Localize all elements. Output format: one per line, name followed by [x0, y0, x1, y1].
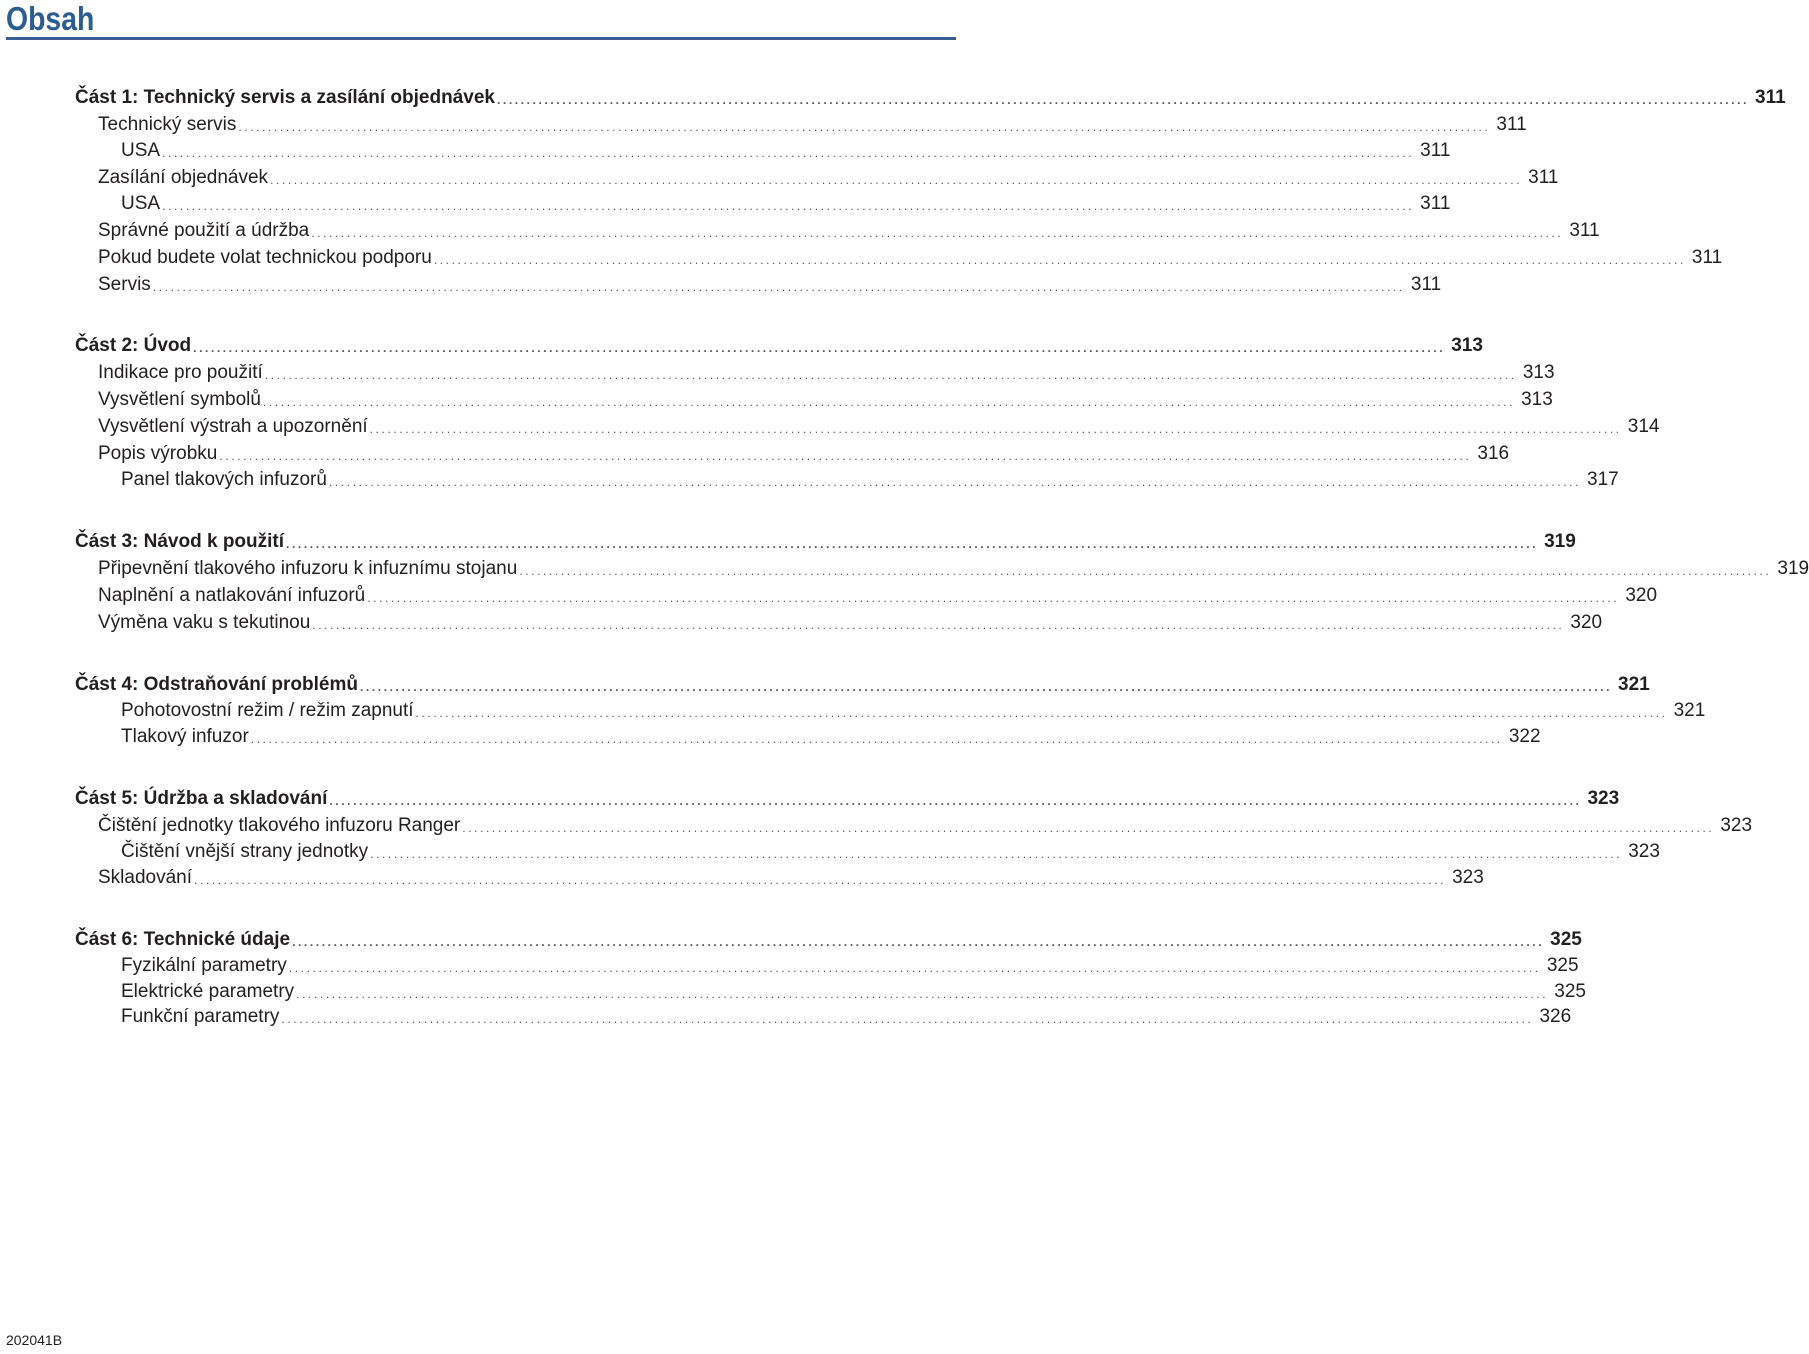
toc-entry[interactable] [98, 584, 1658, 608]
toc-entry-label: Technický servis [98, 114, 237, 135]
toc-entry[interactable] [121, 954, 1579, 978]
toc-page-number: 311 [1528, 167, 1559, 188]
dot-leader: ................................................................................................................................................................................................................... [262, 395, 1516, 409]
dot-leader: ................................................................................................................................................................................................................... [238, 120, 1491, 134]
toc-page-number: 325 [1546, 955, 1579, 976]
toc-entry[interactable] [121, 192, 1451, 216]
toc-page-number: 311 [1496, 114, 1527, 135]
dot-leader: ................................................................................................................................................................................................................... [162, 199, 1415, 213]
toc-entry-label: Zasílání objednávek [98, 167, 269, 188]
toc-entry[interactable] [98, 442, 1510, 466]
toc-page-number: 320 [1625, 585, 1658, 606]
toc-page-number: 317 [1587, 469, 1619, 490]
toc-entry[interactable] [98, 415, 1660, 439]
toc-entry-label: Fyzikální parametry [121, 955, 287, 976]
toc-page-number: 326 [1539, 1006, 1572, 1027]
dot-leader: ................................................................................................................................................................................................................... [328, 475, 1582, 489]
toc-entry[interactable] [98, 814, 1753, 838]
toc-page-number: 314 [1627, 416, 1660, 437]
toc-entry[interactable] [98, 246, 1723, 270]
toc-entry-label: Správné použití a údržba [98, 220, 310, 241]
toc-entry-label: Skladování [98, 867, 193, 888]
toc-page-number: 323 [1628, 841, 1660, 862]
toc-entry[interactable] [98, 866, 1484, 890]
toc-entry-label: Servis [98, 274, 151, 295]
toc-entry[interactable] [98, 166, 1559, 190]
toc-entry-label: Popis výrobku [98, 443, 218, 464]
toc-heading-part-4[interactable] [75, 673, 1650, 697]
toc-entry[interactable] [121, 139, 1451, 163]
dot-leader: ................................................................................................................................................................................................................... [367, 591, 1620, 605]
toc-page-number: 322 [1508, 726, 1541, 747]
page-title: Obsah [6, 0, 95, 37]
dot-leader: ................................................................................................................................................................................................................... [281, 1012, 1534, 1026]
toc-page-number: 311 [1569, 220, 1600, 241]
toc-entry[interactable] [98, 273, 1442, 297]
toc-entry-label: Vysvětlení výstrah a upozornění [98, 416, 368, 437]
toc-entry-label: Funkční parametry [121, 1006, 280, 1027]
dot-leader: ................................................................................................................................................................................................................... [519, 564, 1772, 578]
toc-entry[interactable] [98, 113, 1527, 137]
toc-entry-label: Čištění vnější strany jednotky [121, 841, 369, 862]
toc-entry[interactable] [98, 361, 1555, 385]
toc-entry[interactable] [121, 725, 1541, 749]
toc-page-number: 313 [1522, 362, 1555, 383]
toc-entry[interactable] [121, 468, 1619, 492]
dot-leader: ................................................................................................................................................................................................................... [286, 537, 1539, 551]
toc-entry[interactable] [121, 840, 1660, 864]
dot-leader: ................................................................................................................................................................................................................... [433, 253, 1686, 267]
toc-page-number: 325 [1554, 981, 1586, 1002]
toc-heading-label: Část 5: Údržba a skladování [75, 788, 328, 809]
toc-page-number: 316 [1477, 443, 1510, 464]
dot-leader: ................................................................................................................................................................................................................... [219, 449, 1472, 463]
toc-entry[interactable] [98, 388, 1553, 412]
dot-leader: ................................................................................................................................................................................................................... [296, 987, 1549, 1001]
toc-page-number: 320 [1570, 612, 1603, 633]
dot-leader: ................................................................................................................................................................................................................... [194, 873, 1447, 887]
toc-heading-label: Část 6: Technické údaje [75, 929, 291, 950]
toc-page-number: 321 [1673, 700, 1706, 721]
dot-leader: ................................................................................................................................................................................................................... [329, 794, 1582, 808]
dot-leader: ................................................................................................................................................................................................................... [359, 680, 1613, 694]
toc-entry-label: Pohotovostní režim / režim zapnutí [121, 700, 414, 721]
toc-page-number: 313 [1451, 335, 1483, 356]
toc-entry[interactable] [98, 611, 1603, 635]
toc-entry-label: Vysvětlení symbolů [98, 389, 261, 410]
dot-leader: ................................................................................................................................................................................................................... [462, 821, 1715, 835]
toc-page-number: 323 [1587, 788, 1620, 809]
toc-page-number: 325 [1550, 929, 1582, 950]
toc-heading-label: Část 1: Technický servis a zasílání objednávek [75, 87, 495, 108]
toc-entry[interactable] [121, 1005, 1572, 1029]
toc-page-number: 311 [1410, 274, 1442, 295]
toc-entry-label: Čištění jednotky tlakového infuzoru Ranger [98, 815, 461, 836]
dot-leader: ................................................................................................................................................................................................................... [415, 706, 1668, 720]
toc-entry-label: Tlakový infuzor [121, 726, 249, 747]
toc-entry-label: Připevnění tlakového infuzoru k infuznímu stojanu [98, 558, 518, 579]
toc-entry-label: Elektrické parametry [121, 981, 295, 1002]
toc-page-number: 319 [1777, 558, 1809, 579]
toc-page-number: 311 [1755, 87, 1786, 108]
toc-page-number: 323 [1452, 867, 1484, 888]
dot-leader: ................................................................................................................................................................................................................... [369, 422, 1622, 436]
document-code: 202041B [6, 1332, 63, 1348]
dot-leader: ................................................................................................................................................................................................................... [193, 341, 1446, 355]
dot-leader: ................................................................................................................................................................................................................... [152, 280, 1405, 294]
toc-heading-part-5[interactable] [75, 787, 1620, 811]
dot-leader: ................................................................................................................................................................................................................... [496, 93, 1750, 107]
toc-page-number: 311 [1420, 140, 1451, 161]
toc-heading-part-2[interactable] [75, 334, 1483, 358]
toc-page-number: 311 [1691, 247, 1723, 268]
dot-leader: ................................................................................................................................................................................................................... [264, 368, 1517, 382]
toc-page-number: 323 [1720, 815, 1753, 836]
toc-heading-part-6[interactable] [75, 928, 1582, 952]
toc-heading-label: Část 2: Úvod [75, 335, 192, 356]
toc-entry-label: USA [121, 140, 161, 161]
toc-entry[interactable] [98, 557, 1809, 581]
toc-entry-label: USA [121, 193, 161, 214]
toc-page-number: 311 [1420, 193, 1451, 214]
toc-entry[interactable] [98, 219, 1600, 243]
dot-leader: ................................................................................................................................................................................................................... [370, 847, 1623, 861]
toc-heading-part-3[interactable] [75, 530, 1576, 554]
toc-heading-label: Část 3: Návod k použití [75, 531, 285, 552]
dot-leader: ................................................................................................................................................................................................................... [292, 935, 1545, 949]
dot-leader: ................................................................................................................................................................................................................... [311, 226, 1564, 240]
toc-page-number: 321 [1618, 674, 1650, 695]
title-rule [6, 37, 956, 40]
toc-entry-label: Naplnění a natlakování infuzorů [98, 585, 366, 606]
toc-entry-label: Indikace pro použití [98, 362, 263, 383]
toc-entry-label: Panel tlakových infuzorů [121, 469, 327, 490]
dot-leader: ................................................................................................................................................................................................................... [270, 173, 1523, 187]
dot-leader: ................................................................................................................................................................................................................... [312, 618, 1565, 632]
dot-leader: ................................................................................................................................................................................................................... [250, 732, 1503, 746]
toc-heading-part-1[interactable] [75, 86, 1786, 110]
toc-entry-label: Pokud budete volat technickou podporu [98, 247, 432, 268]
toc-entry[interactable] [121, 699, 1706, 723]
toc-entry[interactable] [121, 980, 1586, 1004]
toc-entry-label: Výměna vaku s tekutinou [98, 612, 311, 633]
toc-page-number: 319 [1544, 531, 1576, 552]
dot-leader: ................................................................................................................................................................................................................... [162, 146, 1415, 160]
dot-leader: ................................................................................................................................................................................................................... [288, 961, 1541, 975]
toc-heading-label: Část 4: Odstraňování problémů [75, 674, 358, 695]
toc-page-number: 313 [1521, 389, 1553, 410]
